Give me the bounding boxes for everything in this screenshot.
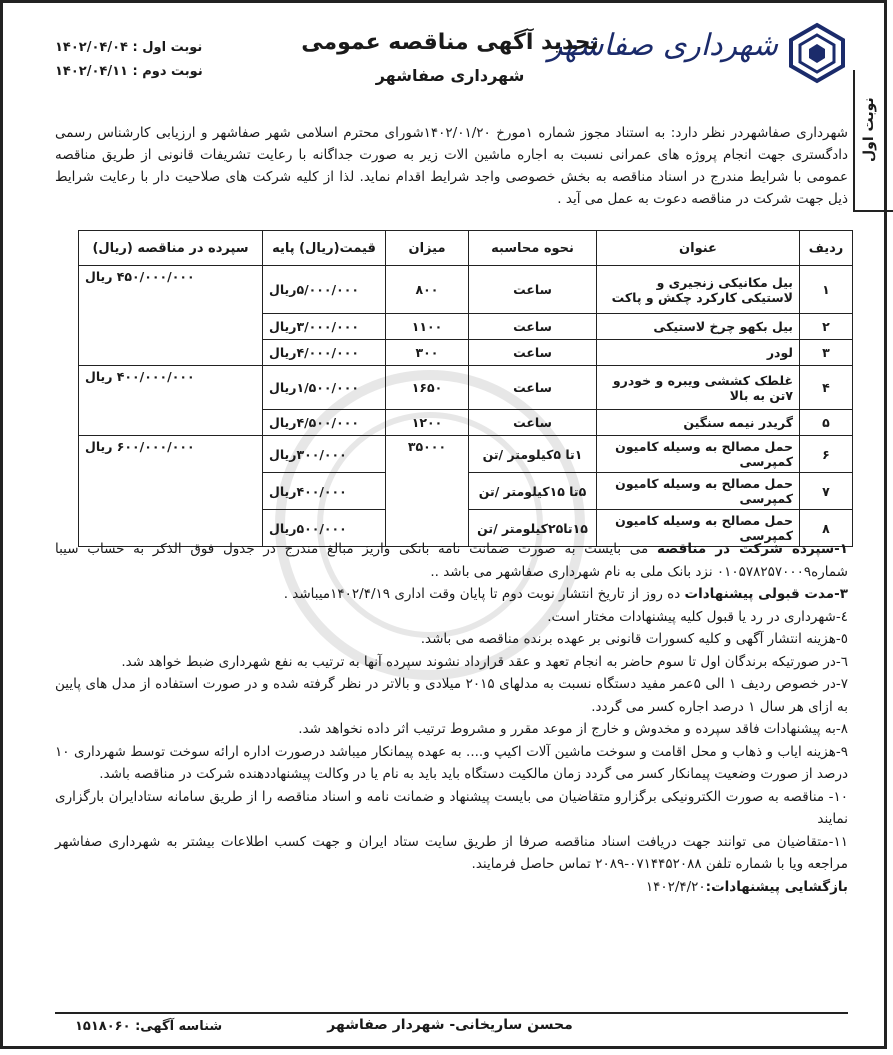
row-number: ۳	[800, 340, 853, 366]
header-price: قیمت(ریال) پایه	[263, 231, 386, 266]
clause	[55, 628, 848, 651]
header-qty: میزان	[386, 231, 469, 266]
clause-text: ٤-شهرداری در رد یا قبول کلیه پیشنهادات مختار است.	[547, 608, 848, 625]
clause-heading: ۳-مدت قبولی پیشنهادات	[684, 586, 848, 602]
row-calc: ۱تا ۵کیلومتر /تن	[469, 436, 597, 473]
row-qty: ۱۱۰۰	[386, 314, 469, 340]
clause-text: ۱۰- مناقصه به صورت الکترونیکی برگزارو متقاضیان می بایست پیشنهاد و ضمانت نامه و اسناد مناقصه را از طریق سامانه ستادایران بارگزاری نمایند	[55, 788, 848, 827]
table-header-row	[79, 231, 853, 266]
header-calc: نحوه محاسبه	[469, 231, 597, 266]
page-subtitle: شهرداری صفاشهر	[375, 66, 525, 85]
row-calc: ساعت	[469, 366, 597, 410]
clause-text: ده روز از تاریخ انتشار نوبت دوم تا پایان وقت اداری ۱۴۰۲/۴/۱۹میباشد .	[283, 586, 685, 602]
clause	[55, 651, 848, 674]
row-deposit: ۴۵۰/۰۰۰/۰۰۰ ریال	[79, 266, 263, 366]
first-turn-date: نوبت اول : ۱۴۰۲/۰۴/۰۴	[55, 40, 203, 55]
side-label: نوبت اول	[861, 97, 877, 163]
logo-text: شهرداری صفاشهر	[547, 28, 778, 63]
clause	[55, 741, 848, 786]
header-row-number: ردیف	[800, 231, 853, 266]
row-calc: ساعت	[469, 266, 597, 314]
clause	[55, 786, 848, 831]
row-qty: ۱۲۰۰	[386, 410, 469, 436]
row-price: ۵۰۰/۰۰۰ریال	[263, 510, 386, 547]
row-qty: ۸۰۰	[386, 266, 469, 314]
clause-text: ۱۱-متقاضیان می توانند جهت دریافت اسناد مناقصه صرفا از طریق سایت ستاد ایران و جهت کسب اطلاعات بیشتر به شهرداری صفاشهر مراجعه ویا با شماره تلفن ۰۷۱۴۴۵۲۰۸۸-۲۰۸۹ تماس حاصل فرمایند.	[55, 833, 848, 872]
clause-text: ۱۴۰۲/۴/۲۰	[645, 878, 706, 895]
header-deposit: سپرده در مناقصه (ریال)	[79, 231, 263, 266]
row-title: بیل مکانیکی زنجیری و لاستیکی کارکرد چکش و پاکت	[597, 266, 800, 314]
clause-heading: بازگشایی پیشنهادات:	[705, 878, 848, 895]
clause-text: ٨-به پیشنهادات فاقد سپرده و مخدوش و خارج از موعد مقرر و مشروط ترتیب اثر داده نخواهد شد.	[298, 721, 848, 737]
row-title: حمل مصالح به وسیله کامیون کمپرسی	[597, 436, 800, 473]
row-title: حمل مصالح به وسیله کامیون کمپرسی	[597, 473, 800, 510]
row-number: ۸	[800, 510, 853, 547]
clause	[55, 673, 848, 718]
municipality-logo-icon	[786, 22, 848, 84]
clause	[55, 538, 848, 583]
clause	[55, 606, 848, 629]
row-number: ۷	[800, 473, 853, 510]
signer-name: محسن ساریخانی- شهردار صفاشهر	[327, 1017, 573, 1033]
clause-text: ٥-هزینه انتشار آگهی و کلیه کسورات قانونی بر عهده برنده مناقصه می باشد.	[420, 631, 848, 647]
row-number: ۲	[800, 314, 853, 340]
row-title: غلطک کششی ویبره و خودرو ۷تن به بالا	[597, 366, 800, 410]
row-price: ۱/۵۰۰/۰۰۰ریال	[263, 366, 386, 410]
clause-text: ٧-در خصوص ردیف ۱ الی ۵عمر مفید دستگاه نسبت به مدلهای ۲۰۱۵ میلادی و بالاتر در نظر گرفته شده و در صورت استفاده از مدل های پایین به ازای هر سال ۱ درصد اجاره کسر می گردد.	[55, 676, 849, 715]
row-price: ۴/۰۰۰/۰۰۰ریال	[263, 340, 386, 366]
row-qty: ۳۵۰۰۰	[386, 436, 469, 547]
clause-heading: ۱-سپرده شرکت در مناقصه	[656, 541, 848, 557]
header-title: عنوان	[597, 231, 800, 266]
row-calc: ساعت	[469, 410, 597, 436]
tender-table	[78, 230, 853, 547]
clause	[55, 718, 848, 741]
row-calc: ساعت	[469, 340, 597, 366]
row-number: ۴	[800, 366, 853, 410]
row-deposit: ۶۰۰/۰۰۰/۰۰۰ ریال	[79, 436, 263, 547]
row-number: ۱	[800, 266, 853, 314]
row-title: بیل بکهو چرخ لاستیکی	[597, 314, 800, 340]
second-turn-date: نوبت دوم : ۱۴۰۲/۰۴/۱۱	[55, 64, 203, 79]
table-row	[79, 266, 853, 314]
ad-id: شناسه آگهی: ۱۵۱۸۰۶۰	[75, 1019, 223, 1034]
row-title: گریدر نیمه سنگین	[597, 410, 800, 436]
clause-text: ٩-هزینه ایاب و ذهاب و محل اقامت و سوخت ماشین آلات اکیپ و.... به عهده پیمانکار میباشد درصورت اداره ارائه سوخت توسط شهرداری ۱۰ درصد از صورت وضعیت پیمانکار کسر می گردد زمان مالکیت دستگاه باید باید به نام یا در وکالت پیشنهاددهنده شرکت در مناقصه باشد.	[55, 743, 848, 782]
clause	[55, 876, 848, 899]
clause	[55, 831, 848, 876]
row-price: ۴/۵۰۰/۰۰۰ریال	[263, 410, 386, 436]
row-calc: ۱۵تا۲۵کیلومتر /تن	[469, 510, 597, 547]
row-calc: ساعت	[469, 314, 597, 340]
row-title: لودر	[597, 340, 800, 366]
row-price: ۵/۰۰۰/۰۰۰ریال	[263, 266, 386, 314]
clause	[55, 583, 848, 606]
row-qty: ۱۶۵۰	[386, 366, 469, 410]
row-number: ۶	[800, 436, 853, 473]
row-number: ۵	[800, 410, 853, 436]
row-title: حمل مصالح به وسیله کامیون کمپرسی	[597, 510, 800, 547]
row-calc: ۵تا ۱۵کیلومتر /تن	[469, 473, 597, 510]
row-qty: ۳۰۰	[386, 340, 469, 366]
clauses-section	[55, 538, 848, 898]
page-title: تجدید آگهی مناقصه عمومی	[301, 30, 599, 55]
clause-text: می بایست به صورت ضمانت نامه بانکی واریز مبالغ مندرج در جدول فوق الذکر به حساب سیبا شماره۰۱۰۵۷۸۲۵۷۰۰۰۹ نزد بانک ملی به نام شهرداری صفاشهر می باشد ..	[55, 541, 848, 580]
row-price: ۳۰۰/۰۰۰ریال	[263, 436, 386, 473]
row-price: ۴۰۰/۰۰۰ریال	[263, 473, 386, 510]
row-deposit: ۴۰۰/۰۰۰/۰۰۰ ریال	[79, 366, 263, 436]
table-row	[79, 436, 853, 473]
intro-paragraph: شهرداری صفاشهردر نظر دارد: به استناد مجوز شماره ۱مورخ ۱۴۰۲/۰۱/۲۰شورای محترم اسلامی شهر صفاشهر و ارزیابی کارشناس رسمی دادگستری جهت انجام پروژه های عمرانی نسبت به اجاره ماشین الات زیر به صورت جداگانه با رعایت تشریفات قانونی از طریق مناقصه عمومی با شرایط مندرج در اسناد مناقصه به بخش خصوصی واجد شرایط اقدام نماید. لذا از کلیه شرکت های صلاحیت دار با رعایت شرایط ذیل جهت شرکت در مناقصه دعوت به عمل می آید .	[55, 125, 848, 207]
table-row	[79, 366, 853, 410]
row-price: ۳/۰۰۰/۰۰۰ریال	[263, 314, 386, 340]
clause-text: ٦-در صورتیکه برندگان اول تا سوم حاضر به انجام تعهد و عقد قرارداد نشوند سپرده آنها به ترتیب به نفع شهرداری ضبط خواهد شد.	[121, 653, 848, 670]
